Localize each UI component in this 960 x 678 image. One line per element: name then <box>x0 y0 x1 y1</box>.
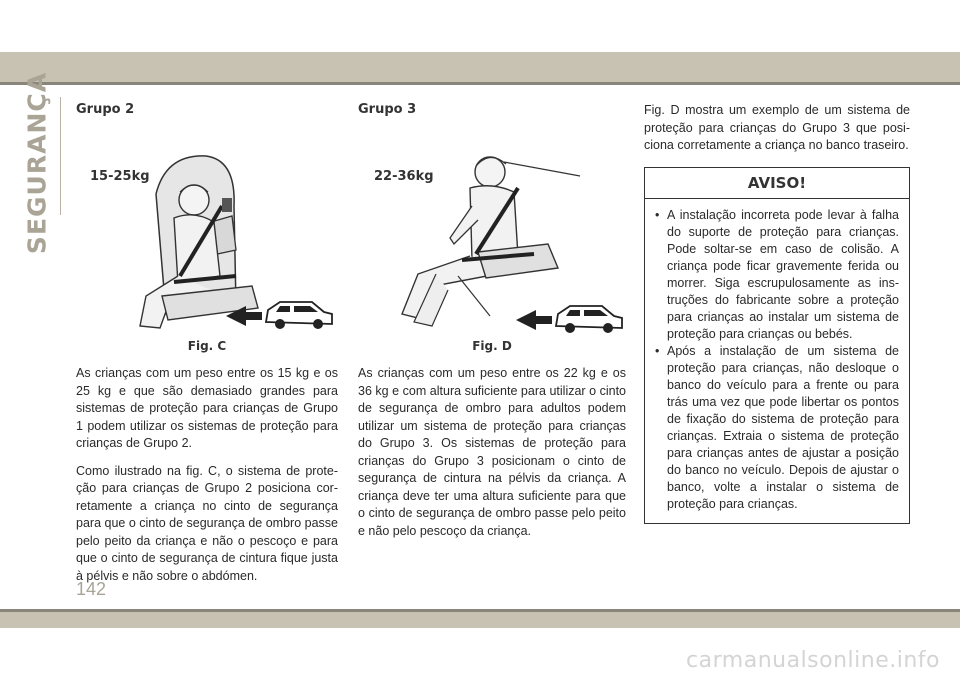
figure-d <box>358 126 626 353</box>
figure-d-caption: Fig. D <box>472 339 512 353</box>
child-booster-seat-illustration <box>76 126 338 336</box>
warning-item: • A instalação incorreta pode levar à falha do suporte de proteção para crianças. Pode soltar-se em caso de colisão. A criança pode ficar gravemente ferida ou morrer. Siga escrupulosamente as ins-truções do fabricante sobre a proteção para crianças ao instalar um sistema de proteção para crianças ou bebés. <box>653 207 899 343</box>
car-icon <box>556 306 622 333</box>
group-2-paragraph-2: Como ilustrado na fig. C, o sistema de prote-ção para crianças de Grupo 2 posiciona cor-retamente a criança no cinto de segurança para que o cinto de segurança de ombro passe pelo peito da criança e não o pescoço e para que o cinto de segurança de cintura fique justa à pélvis e não sobre o abdómen. <box>76 463 338 583</box>
warning-list <box>645 199 909 523</box>
warning-item: • Após a instalação de um sistema de proteção para crianças, não desloque o banco do veículo para a frente ou para trás uma vez que pode libertar os pontos de fixação do sistema de proteção para crianças. Extraia o sistema de proteção para crianças antes de ajustar a posição do banco no veículo. Depois de ajustar o banco, volte a instalar o sistema de proteção para crianças. <box>653 343 899 513</box>
warning-box <box>644 167 910 524</box>
footer-band <box>0 612 960 628</box>
page-number: 142 <box>76 579 107 599</box>
column-warning <box>644 102 910 524</box>
section-tab-rule <box>60 97 61 215</box>
weight-label: 15-25kg <box>90 169 150 184</box>
child-booster-cushion-illustration <box>358 126 626 336</box>
figure-c-caption: Fig. C <box>187 339 227 353</box>
header-rule <box>0 82 960 85</box>
weight-label: 22-36kg <box>374 169 434 184</box>
figure-c <box>76 126 338 353</box>
group-2-paragraph-1: As crianças com um peso entre os 15 kg e os 25 kg e que são demasiado grandes para sistemas de proteção para crianças de Grupo 1 podem utilizar os sistemas de proteção para crianças de Grupo 2. <box>76 366 338 450</box>
column-group-2 <box>76 102 338 585</box>
section-tab-label: SEGURANÇA <box>22 71 52 255</box>
watermark: carmanualsonline.info <box>686 648 940 673</box>
car-icon <box>266 302 332 329</box>
header-band <box>0 52 960 82</box>
figure-d-description: Fig. D mostra um exemplo de um sistema de proteção para crianças do Grupo 3 que posi-ciona corretamente a criança no banco traseiro. <box>644 103 910 152</box>
warning-title: AVISO! <box>645 168 909 199</box>
group-3-heading: Grupo 3 <box>358 102 417 117</box>
group-3-paragraph: As crianças com um peso entre os 22 kg e os 36 kg e com altura suficiente para utilizar o cinto de segurança de ombro para adultos podem utilizar um sistema de proteção para crianças do Grupo 3. Os sistemas de proteção para crianças do Grupo 3 posicionam o cinto de segurança de cintura na pélvis da criança. A criança deve ter uma altura suficiente para que o cinto de segurança de ombro passe pelo peito e não pelo pescoço da criança. <box>358 366 626 538</box>
section-tab <box>8 71 66 255</box>
column-group-3 <box>358 102 626 540</box>
group-2-heading: Grupo 2 <box>76 102 135 117</box>
